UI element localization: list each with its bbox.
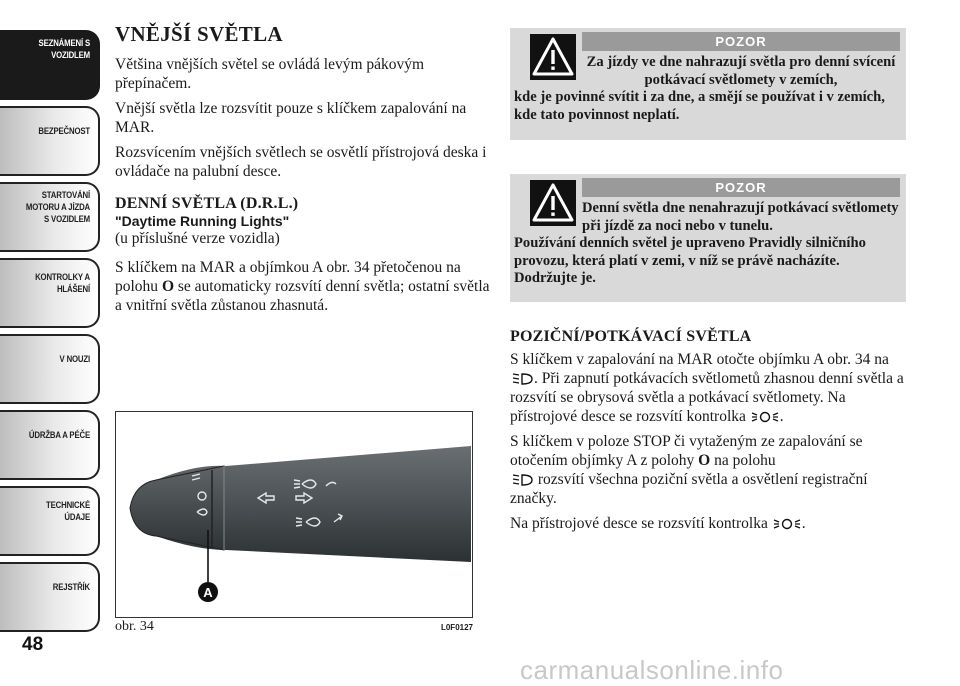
right-column [510, 28, 906, 539]
tab-v-nouzi[interactable]: V NOUZI [0, 334, 100, 404]
lever-ring [130, 466, 224, 550]
caption-text: obr. 34 [115, 619, 154, 634]
warning-text-rest: kde je povinné svítit i za dne, a smějí se používat i v zemích, kde tato povinnost neplatí. [514, 89, 885, 123]
low-beam-icon [510, 372, 534, 386]
drl-version-note: (u příslušné verze vozidla) [115, 230, 280, 247]
warning-text-first: Denní světla dne nenahrazují potkávací světlomety při jízdě za noci nebo v tunelu. [582, 200, 899, 234]
paragraph: Na přístrojové desce se rozsvítí kontrolka . [510, 515, 806, 532]
chapter-tabs [0, 30, 100, 638]
position-light-icon [510, 473, 534, 487]
drl-paragraph: S klíčkem na MAR a objímkou A obr. 34 přetočenou na polohu O se automaticky rozsvítí denní světla; ostatní světla a vnitřní světla zůstanou zhasnutá. [115, 259, 490, 314]
paragraph: Rozsvícením vnějších světlech se osvětlí přístrojová deska i ovládače na palubní desce. [115, 144, 487, 180]
tab-technicke[interactable]: TECHNICKÉ ÚDAJE [0, 486, 100, 556]
tab-startovani[interactable]: STARTOVÁNÍ MOTORU A JÍZDA S VOZIDLEM [0, 182, 100, 252]
left-column [115, 22, 500, 321]
warning-triangle-icon [530, 180, 576, 226]
position-lamp-indicator-icon [750, 410, 780, 424]
position-lamp-indicator-icon [772, 517, 802, 531]
paragraph: S klíčkem v poloze STOP či vytaženým ze zapalování se otočením objímky A z polohy O na polohu rozsvítí všechna poziční světla a osvětlení registrační značky. [510, 433, 868, 507]
drl-title: DENNÍ SVĚTLA (D.R.L.) [115, 195, 299, 212]
figure-34 [115, 411, 473, 618]
warning-heading: POZOR [582, 178, 900, 197]
paragraph: S klíčkem v zapalování na MAR otočte objímku A obr. 34 na . Při zapnutí potkávacích světlometů zhasnou denní světla a rozsvítí se obrysová světla a potkávací světlomety. Na přístrojové desce se rozsvítí kontrolka . [510, 351, 904, 425]
paragraph: Vnější světla lze rozsvítit pouze s klíčkem zapalování na MAR. [115, 100, 467, 136]
warning-heading: POZOR [582, 32, 900, 51]
drl-subtitle: "Daytime Running Lights" [115, 213, 290, 229]
tab-udrzba[interactable]: ÚDRŽBA A PÉČE [0, 410, 100, 480]
warning-box [510, 174, 906, 302]
warning-text-first: Za jízdy ve dne nahrazují světla pro denní svícení potkávací světlomety v zemích, [586, 54, 896, 88]
section-title: VNĚJŠÍ SVĚTLA [115, 22, 283, 46]
warning-text-rest: Používání denních světel je upraveno Pravidly silničního provozu, která platí v zemi, v níž se právě nacházíte. Dodržujte je. [514, 235, 866, 286]
figure-code: L0F0127 [440, 623, 473, 632]
position-lights-title: POZIČNÍ/POTKÁVACÍ SVĚTLA [510, 328, 752, 345]
light-stalk-illustration [116, 412, 472, 617]
tab-rejstrik[interactable]: REJSTŘÍK [0, 562, 100, 632]
watermark-footer: carmanualsonline.info [520, 655, 784, 685]
tab-seznameni[interactable]: SEZNÁMENÍ S VOZIDLEM [0, 30, 100, 100]
paragraph: Většina vnějších světel se ovládá levým pákovým přepínačem. [115, 56, 425, 92]
figure-label-a: A [203, 585, 213, 600]
tab-kontrolky[interactable]: KONTROLKY A HLÁŠENÍ [0, 258, 100, 328]
warning-box [510, 28, 906, 140]
warning-triangle-icon [530, 34, 576, 80]
page-number: 48 [22, 634, 44, 655]
tab-bezpecnost[interactable]: BEZPEČNOST [0, 106, 100, 176]
